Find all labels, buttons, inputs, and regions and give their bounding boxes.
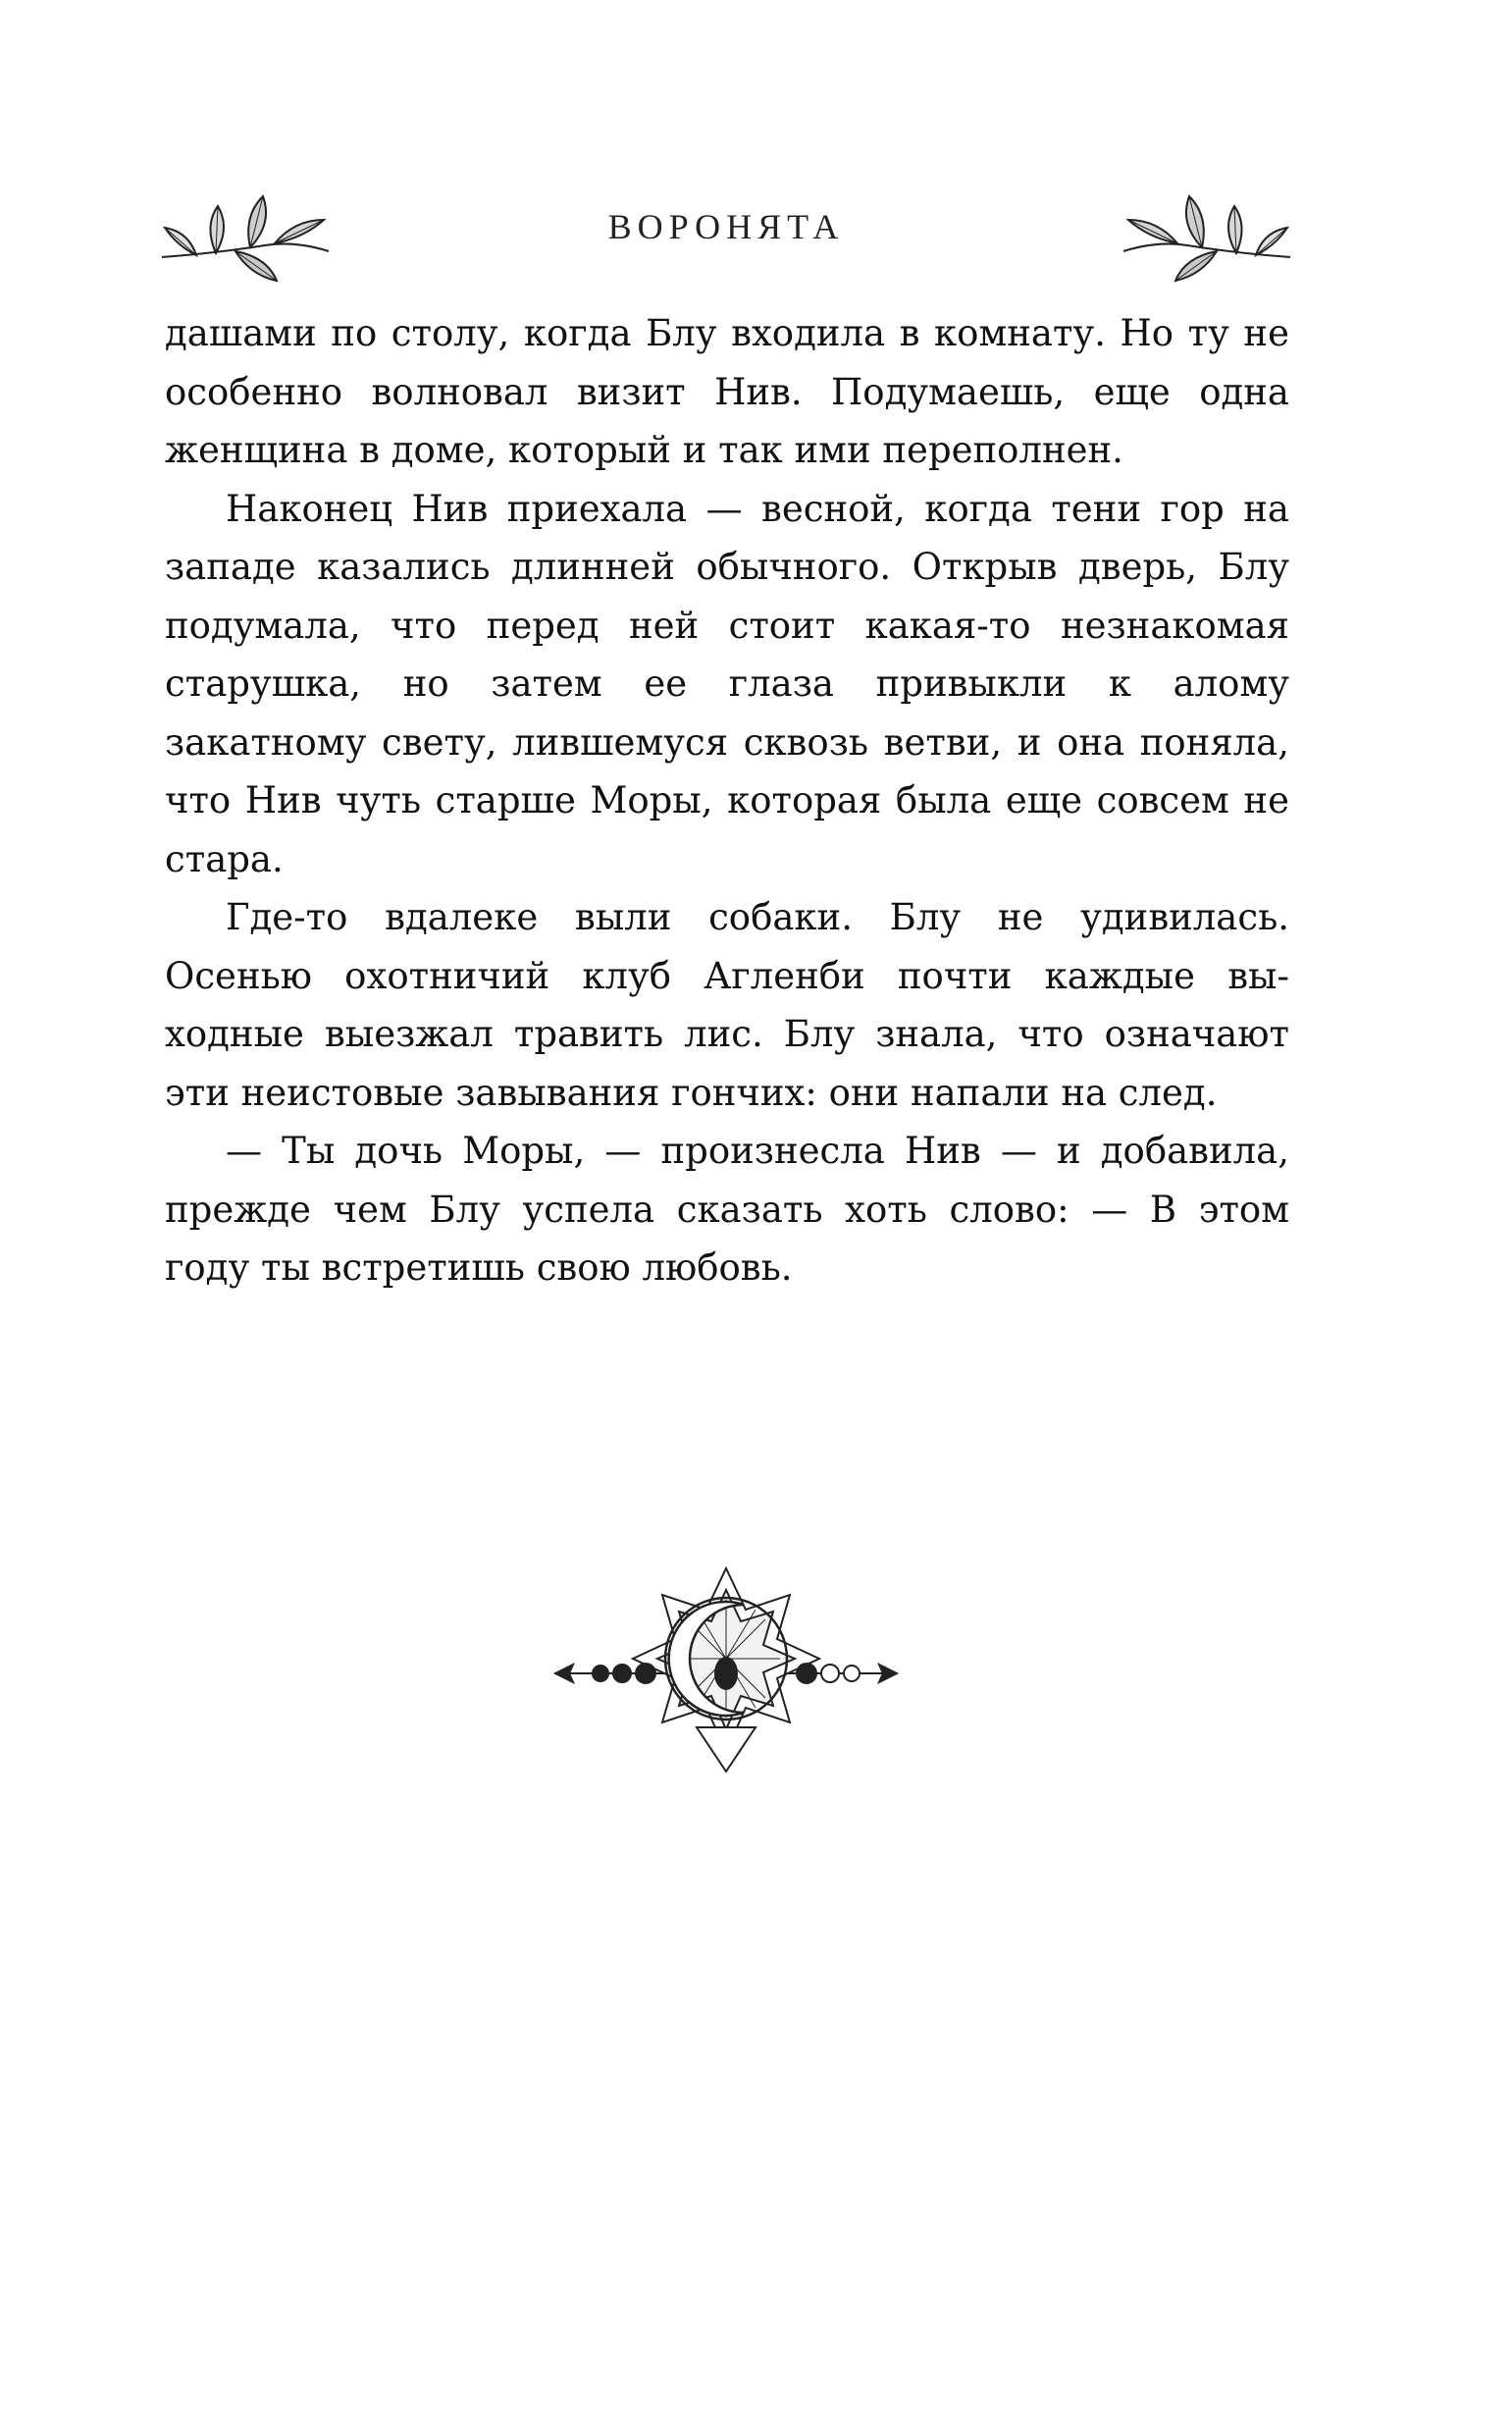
moon-phases-star-icon: [549, 1561, 903, 1786]
running-header: [157, 186, 1295, 294]
running-head-title: ВОРОНЯТА: [607, 207, 845, 246]
paragraph: Наконец Нив приехала — весной, когда тени гор на западе казались длинней обычного. Открыв дверь, Блу подумала, что перед ней стоит какая-то незнакомая старушка, но затем ее глаза привыкли к алому закатному свету, лившемуся сквозь ветви, и она поняла, что Нив чуть старше Моры, которая была еще совсем не стара.: [165, 487, 1289, 880]
paragraph: — Ты дочь Моры, — произнесла Нив — и добавила, прежде чем Блу успела сказать хоть слово: — В этом году ты встретишь свою любовь.: [165, 1130, 1289, 1289]
paragraph: Где-то вдалеке выли собаки. Блу не удивилась. Осенью охотничий клуб Агленби почти каждые выходные выезжал травить лис. Блу знала, что означают эти неистовые завывания гончих: они напали на след.: [165, 896, 1289, 1114]
body-text: [165, 304, 1289, 1297]
paragraph: дашами по столу, когда Блу входила в комнату. Но ту не особенно волновал визит Нив. Подумаешь, еще одна женщина в доме, который и так ими переполнен.: [165, 312, 1289, 471]
leaf-branch-icon: [1119, 186, 1295, 294]
